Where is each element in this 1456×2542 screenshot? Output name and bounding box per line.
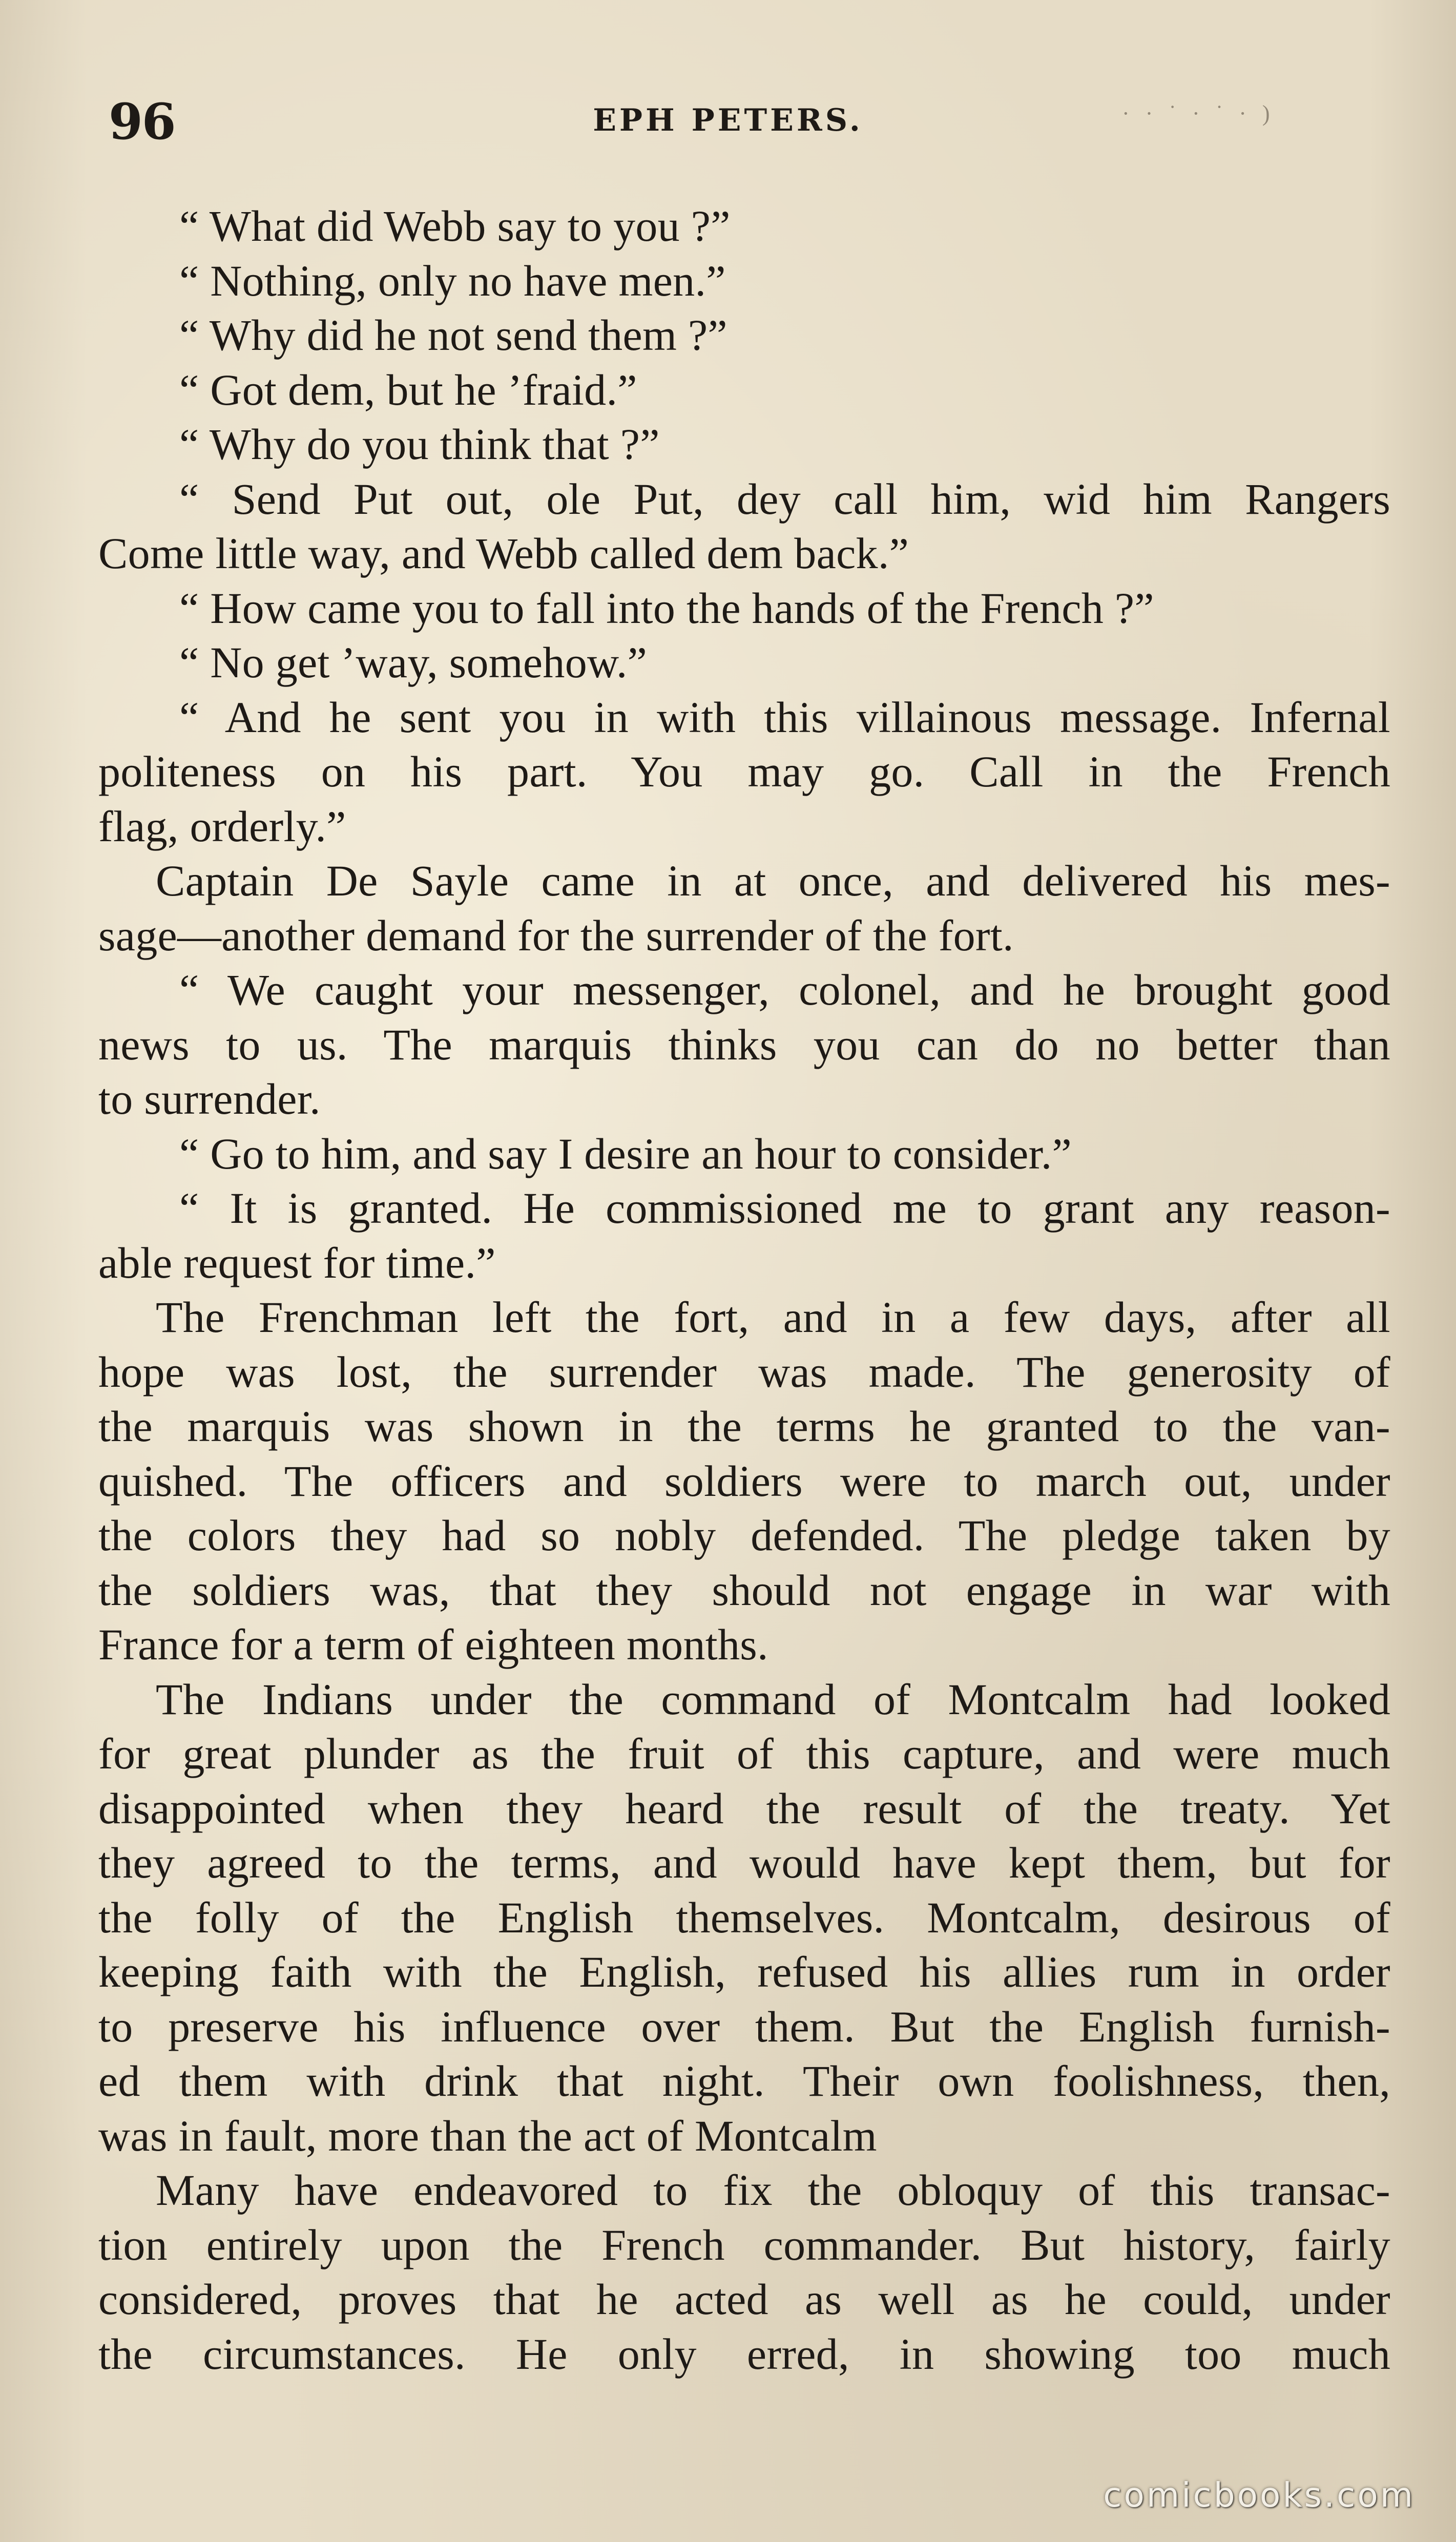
text-line: able request for time.”	[98, 1238, 496, 1287]
text-line: politeness on his part. You may go. Call in the French	[98, 747, 1390, 796]
text-line: the folly of the English themselves. Montcalm, desirous of	[98, 1892, 1390, 1942]
text-line: “ How came you to fall into the hands of the French ?”	[179, 583, 1154, 633]
text-line: news to us. The marquis thinks you can do no better than	[98, 1019, 1390, 1069]
text-line: Captain De Sayle came in at once, and delivered his mes-	[156, 856, 1390, 905]
text-line: The Indians under the command of Montcalm had looked	[156, 1674, 1390, 1724]
text-line: “ Got dem, but he ’fraid.”	[179, 365, 637, 414]
text-line: flag, orderly.”	[98, 801, 346, 851]
text-line: tion entirely upon the French commander. But history, fairly	[98, 2220, 1390, 2269]
text-line: they agreed to the terms, and would have kept them, but for	[98, 1838, 1390, 1887]
page-number: 96	[109, 93, 175, 151]
text-line: The Frenchman left the fort, and in a few days, after all	[156, 1293, 1390, 1342]
text-line: “ And he sent you in with this villainous message. Infernal	[179, 692, 1390, 742]
text-line: sage—another demand for the surrender of the fort.	[98, 910, 1014, 960]
text-line: “ Why do you think that ?”	[179, 420, 660, 469]
running-head: EPH PETERS.	[593, 102, 863, 138]
text-line: “ We caught your messenger, colonel, and he brought good	[179, 965, 1390, 1014]
text-line: ed them with drink that night. Their own foolishness, then,	[98, 2056, 1390, 2106]
text-line: Come little way, and Webb called dem back.”	[98, 529, 909, 578]
text-line: the soldiers was, that they should not engage in war with	[98, 1565, 1390, 1615]
text-line: the colors they had so nobly defended. The pledge taken by	[98, 1511, 1390, 1560]
text-line: “ Go to him, and say I desire an hour to consider.”	[179, 1129, 1072, 1178]
text-line: Many have endeavored to fix the obloquy of this transac-	[156, 2165, 1390, 2215]
text-line: the circumstances. He only erred, in showing too much	[98, 2329, 1390, 2379]
text-line: “ Why did he not send them ?”	[179, 310, 727, 360]
text-line: “ It is granted. He commissioned me to grant any reason-	[179, 1183, 1390, 1233]
text-line: “ Send Put out, ole Put, dey call him, wid him Rangers	[179, 474, 1390, 524]
text-line: was in fault, more than the act of Montcalm	[98, 2111, 877, 2160]
text-line: “ What did Webb say to you ?”	[179, 201, 731, 251]
text-line: hope was lost, the surrender was made. The generosity of	[98, 1347, 1390, 1397]
text-line: “ Nothing, only no have men.”	[179, 256, 726, 305]
text-line: considered, proves that he acted as well as he could, under	[98, 2275, 1390, 2324]
text-line: quished. The officers and soldiers were to march out, under	[98, 1456, 1390, 1506]
text-line: disappointed when they heard the result of the treaty. Yet	[98, 1783, 1390, 1833]
text-line: to surrender.	[98, 1074, 321, 1123]
text-line: to preserve his influence over them. But the English furnish-	[98, 2002, 1390, 2051]
text-line: the marquis was shown in the terms he granted to the van-	[98, 1402, 1390, 1451]
text-line: for great plunder as the fruit of this capture, and were much	[98, 1729, 1390, 1778]
watermark: comicbooks.com	[1103, 2475, 1415, 2515]
text-line: keeping faith with the English, refused his allies rum in order	[98, 1947, 1390, 1996]
bleed-through-marks: · · ˙ · ˙ · )	[1122, 101, 1275, 126]
text-line: “ No get ’way, somehow.”	[179, 638, 648, 687]
body-text	[98, 199, 1390, 2381]
text-line: France for a term of eighteen months.	[98, 1620, 768, 1669]
